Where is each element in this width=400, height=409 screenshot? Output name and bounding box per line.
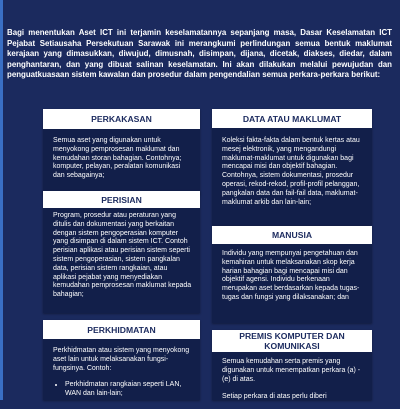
- card-perisian-title: PERISIAN: [43, 191, 200, 208]
- card-data-maklumat: [212, 109, 372, 225]
- card-perkhidmatan: [43, 320, 200, 400]
- card-perkakasan-body: Semua aset yang digunakan untuk menyokong pemprosesan maklumat dan kemudahan storan bahagian. Contohnya; komputer, pelayan, peralatan komunikasi dan sebagainya;: [53, 137, 182, 180]
- card-perkakasan-title: PERKAKASAN: [43, 109, 200, 129]
- card-perisian-body: Program, prosedur atau peraturan yang ditulis dan dokumentasi yang berkaitan dengan sistem pengoperasian komputer yang disimpan di dalam sistem ICT. Contoh perisian aplikasi atau perisian sistem seperti sistem pengoperasian, sistem pangkalan data, perisian sistem rangkaian, atau aplikasi pejabat yang menyediakan kemudahan pemprosesan maklumat kepada bahagian;: [53, 212, 192, 299]
- left-edge-strip: [0, 0, 3, 400]
- intro-paragraph: Bagi menentukan Aset ICT ini terjamin keselamatannya sepanjang masa, Dasar Keselamatan ICT Pejabat Setiausaha Persekutuan Sarawak ini merangkumi perlindungan semua bentuk maklumat kerajaan yang dimasukkan, diwujud, dimusnah, disimpan, dijana, dicetak, diakses, diedar, dalam penghantaran, dan yang dibuat salinan keselamatan. Ini akan dilakukan melalui pewujudan dan penguatkuasaan sistem kawalan dan prosedur dalam pengendalian semua perkara-perkara berikut:: [7, 28, 392, 80]
- card-premis-title: PREMIS KOMPUTER DAN KOMUNIKASI: [212, 330, 372, 352]
- card-perkhidmatan-bullet: • Perkhidmatan rangkaian seperti LAN, WAN dan lain-lain;: [65, 381, 192, 399]
- card-premis: [212, 330, 372, 400]
- card-premis-body-2: Setiap perkara di atas perlu diberi: [222, 393, 327, 401]
- card-perkhidmatan-body: Perkhidmatan atau sistem yang menyokong aset lain untuk melaksanakan fungsi-fungsinya. Contoh:: [53, 347, 190, 372]
- card-data-body: Koleksi fakta-fakta dalam bentuk kertas atau mesej elektronik, yang mengandungi maklumat-maklumat untuk digunakan bagi mencapai misi dan objektif bahagian. Contohnya, sistem dokumentasi, prosedur operasi, rekod-rekod, profil-profil pelanggan, pangkalan data dan fail-fail data, maklumat-maklumat arkib dan lain-lain;: [222, 137, 360, 206]
- card-data-title: DATA ATAU MAKLUMAT: [212, 109, 372, 128]
- card-premis-body: Semua kemudahan serta premis yang digunakan untuk menempatkan perkara (a) - (e) di atas.: [222, 358, 361, 383]
- card-manusia: [212, 226, 372, 323]
- card-manusia-body: Individu yang mempunyai pengetahuan dan kemahiran untuk melaksanakan skop kerja harian bahagian bagi mencapai misi dan objektif agensi. Individu berkenaan merupakan aset berdasarkan kepada tugas-tugas dan fungsi yang dilaksanakan; dan: [222, 250, 360, 301]
- card-perisian: [43, 191, 200, 313]
- card-perkhidmatan-title: PERKHIDMATAN: [43, 320, 200, 339]
- card-perkakasan: [43, 109, 200, 195]
- card-manusia-title: MANUSIA: [212, 226, 372, 244]
